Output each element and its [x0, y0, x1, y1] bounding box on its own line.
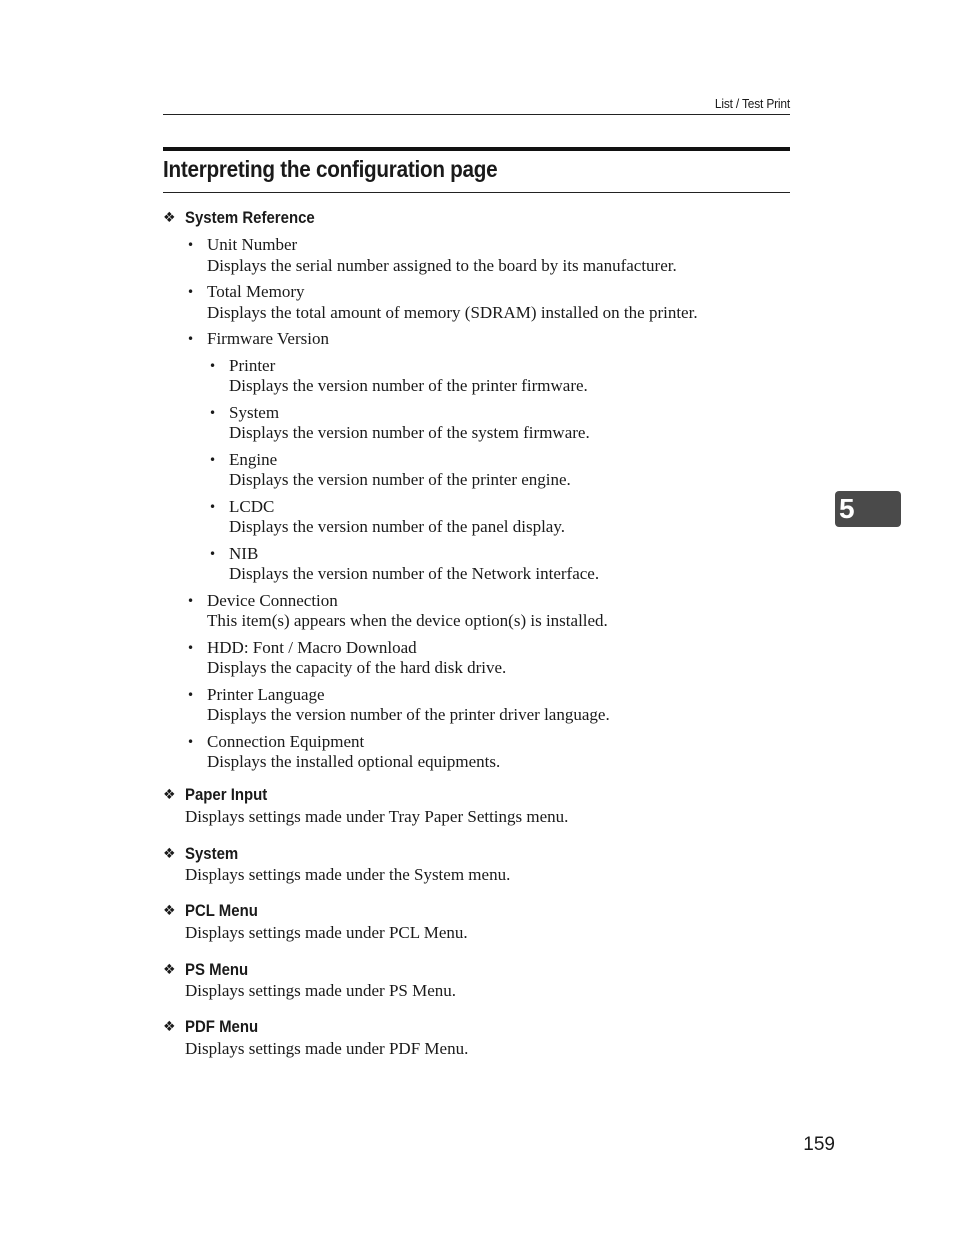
list-item: [187, 637, 803, 679]
pdf-menu-block: [163, 1017, 803, 1060]
running-header: List / Test Print: [714, 96, 790, 111]
item-description: Displays the total amount of memory (SDRAM) installed on the printer.: [207, 302, 698, 322]
bullet-icon: •: [187, 593, 195, 608]
list-item: [187, 590, 803, 632]
item-label: Device Connection: [207, 590, 338, 610]
system-reference-block: [163, 207, 803, 773]
list-item: [209, 449, 803, 491]
item-description: Displays the version number of the printer engine.: [229, 470, 571, 489]
item-description: Displays the installed optional equipments.: [207, 752, 501, 771]
diamond-bullet-icon: ❖: [163, 787, 176, 804]
sub-heading-paper-input: [163, 785, 803, 807]
item-description: Displays the version number of the system firmware.: [229, 423, 590, 442]
list-item: [187, 282, 803, 323]
sub-heading-pcl-menu: [163, 901, 803, 923]
sub-heading-ps-menu: [163, 959, 803, 981]
item-label: Engine: [229, 449, 278, 469]
bullet-icon: •: [209, 405, 217, 420]
item-description: Displays the serial number assigned to the board by its manufacturer.: [207, 255, 677, 275]
bullet-icon: •: [187, 687, 195, 702]
system-reference-list: [163, 235, 803, 773]
firmware-version-list: [207, 356, 803, 585]
bullet-icon: •: [187, 640, 195, 655]
item-label: Firmware Version: [207, 329, 329, 348]
pcl-menu-block: [163, 901, 803, 944]
bullet-icon: •: [209, 358, 217, 373]
sub-heading-label: System Reference: [185, 207, 315, 227]
bullet-icon: •: [187, 285, 195, 299]
list-item: [187, 235, 803, 276]
system-block: [163, 843, 803, 886]
list-item: [209, 543, 803, 585]
item-description: Displays the capacity of the hard disk drive.: [207, 658, 507, 677]
item-description: This item(s) appears when the device option(s) is installed.: [207, 611, 608, 630]
sub-heading-pdf-menu: [163, 1017, 803, 1039]
list-item: [209, 355, 803, 397]
sub-heading-label: PCL Menu: [185, 901, 258, 921]
sub-heading-system: [163, 843, 803, 865]
diamond-bullet-icon: ❖: [163, 845, 176, 862]
page-number: 159: [803, 1134, 835, 1155]
item-description: Displays the version number of the Network interface.: [229, 564, 600, 583]
item-label: Unit Number: [207, 235, 298, 254]
list-item: [187, 731, 803, 773]
item-description: Displays the version number of the printer driver language.: [207, 705, 610, 724]
section-description: Displays settings made under PS Menu.: [185, 981, 457, 1000]
bullet-icon: •: [209, 452, 217, 467]
list-item: [187, 329, 803, 585]
sub-heading-label: System: [185, 843, 239, 863]
bullet-icon: •: [187, 332, 195, 346]
diamond-bullet-icon: ❖: [163, 209, 176, 226]
header-rule: [163, 114, 790, 115]
chapter-number: 5: [839, 493, 855, 524]
sub-heading-label: PDF Menu: [185, 1017, 259, 1037]
section-description: Displays settings made under Tray Paper Settings menu.: [185, 806, 569, 826]
list-item: [209, 402, 803, 444]
diamond-bullet-icon: ❖: [163, 961, 176, 978]
sub-heading-label: Paper Input: [185, 785, 268, 805]
title-top-rule: [163, 147, 790, 151]
section-title: Interpreting the configuration page: [163, 156, 498, 182]
title-bottom-rule: [163, 192, 790, 193]
bullet-icon: •: [187, 238, 195, 252]
item-label: System: [229, 402, 280, 422]
ps-menu-block: [163, 959, 803, 1002]
bullet-icon: •: [209, 546, 217, 561]
bullet-icon: •: [187, 734, 195, 749]
item-label: Total Memory: [207, 282, 305, 301]
sub-heading-system-reference: [163, 207, 803, 229]
diamond-bullet-icon: ❖: [163, 1019, 176, 1036]
section-description: Displays settings made under PDF Menu.: [185, 1038, 469, 1058]
sub-heading-label: PS Menu: [185, 959, 249, 979]
section-description: Displays settings made under PCL Menu.: [185, 922, 468, 942]
item-description: Displays the version number of the panel display.: [229, 517, 565, 536]
item-label: Connection Equipment: [207, 731, 365, 751]
item-label: Printer Language: [207, 684, 325, 704]
paper-input-block: [163, 785, 803, 828]
diamond-bullet-icon: ❖: [163, 903, 176, 920]
chapter-tab: [835, 491, 901, 527]
item-label: LCDC: [229, 496, 275, 516]
list-item: [187, 684, 803, 726]
item-label: Printer: [229, 355, 276, 375]
bullet-icon: •: [209, 499, 217, 514]
list-item: [209, 496, 803, 538]
item-label: HDD: Font / Macro Download: [207, 637, 417, 657]
section-description: Displays settings made under the System menu.: [185, 865, 511, 884]
item-label: NIB: [229, 543, 259, 563]
item-description: Displays the version number of the printer firmware.: [229, 376, 588, 395]
page-content: [163, 207, 803, 1059]
